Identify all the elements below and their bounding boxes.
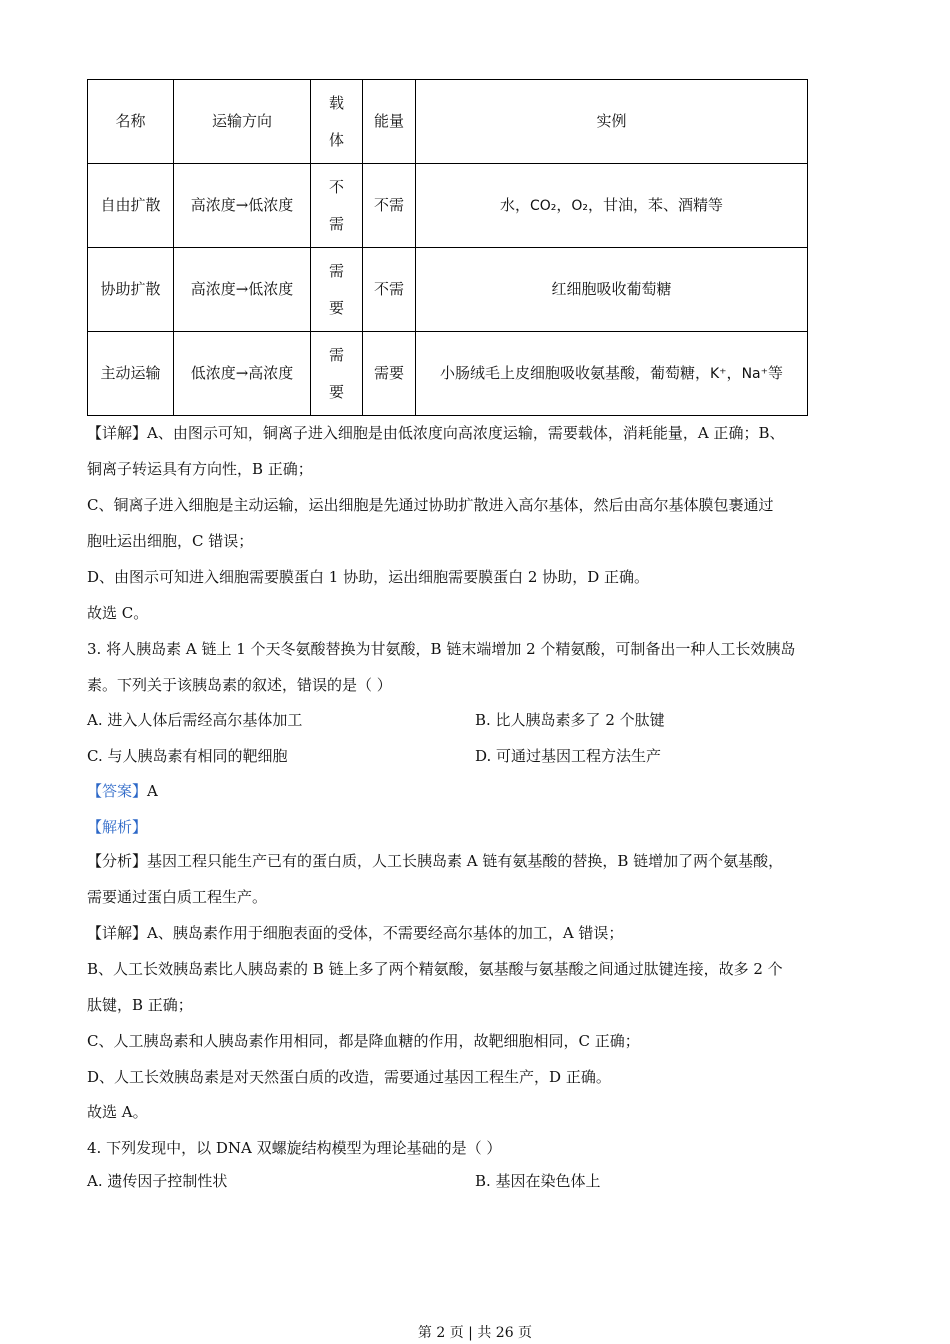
text-line: 【详解】A、胰岛素作用于细胞表面的受体，不需要经高尔基体的加工，A 错误； xyxy=(87,924,624,942)
cell-carrier: 不需 xyxy=(311,164,363,248)
text-line: 【详解】A、由图示可知，铜离子进入细胞是由低浓度向高浓度运输，需要载体，消耗能量，A 正确；B、 xyxy=(87,424,785,442)
text-line: C、人工胰岛素和人胰岛素作用相同，都是降血糖的作用，故靶细胞相同，C 正确； xyxy=(87,1032,640,1050)
analysis-label: 【解析】 xyxy=(87,818,148,836)
header-carrier: 载体 xyxy=(311,80,363,164)
table-row xyxy=(88,164,808,248)
answer-line xyxy=(87,780,158,802)
q3-option-d: D. 可通过基因工程方法生产 xyxy=(475,747,662,765)
cell-name: 主动运输 xyxy=(88,332,174,416)
cell-energy: 不需 xyxy=(363,164,416,248)
cell-energy: 需要 xyxy=(363,332,416,416)
text-line: 胞吐运出细胞，C 错误； xyxy=(87,532,254,550)
text-line: 铜离子转运具有方向性，B 正确； xyxy=(87,460,313,478)
q3-option-c: C. 与人胰岛素有相同的靶细胞 xyxy=(87,747,288,765)
cell-example: 小肠绒毛上皮细胞吸收氨基酸，葡萄糖，K⁺，Na⁺等 xyxy=(416,332,808,416)
table-row xyxy=(88,248,808,332)
q3-option-a: A. 进入人体后需经高尔基体加工 xyxy=(87,711,303,729)
header-direction: 运输方向 xyxy=(174,80,311,164)
text-line: 【分析】基因工程只能生产已有的蛋白质，人工长胰岛素 A 链有氨基酸的替换，B 链增加了两个氨基酸， xyxy=(87,852,784,870)
q4-option-b: B. 基因在染色体上 xyxy=(475,1172,601,1190)
answer-label: 【答案】 xyxy=(87,782,148,800)
cell-carrier: 需要 xyxy=(311,248,363,332)
table-row xyxy=(88,332,808,416)
question-3-stem: 3. 将人胰岛素 A 链上 1 个天冬氨酸替换为甘氨酸，B 链末端增加 2 个精氨酸，可制备出一种人工长效胰岛 xyxy=(87,640,796,658)
cell-carrier: 需要 xyxy=(311,332,363,416)
text-line: 肽键，B 正确； xyxy=(87,996,193,1014)
q4-option-a: A. 遗传因子控制性状 xyxy=(87,1172,228,1190)
header-example: 实例 xyxy=(416,80,808,164)
table-header-row xyxy=(88,80,808,164)
cell-direction: 低浓度→高浓度 xyxy=(174,332,311,416)
text-line: 需要通过蛋白质工程生产。 xyxy=(87,888,268,906)
text-line: C、铜离子进入细胞是主动运输，运出细胞是先通过协助扩散进入高尔基体，然后由高尔基体膜包裹通过 xyxy=(87,496,774,514)
question-3-stem: 素。下列关于该胰岛素的叙述，错误的是（ ） xyxy=(87,676,392,694)
text-line: 故选 A。 xyxy=(87,1103,148,1121)
cell-example: 水，CO₂，O₂，甘油，苯、酒精等 xyxy=(416,164,808,248)
answer-value: A xyxy=(147,782,158,800)
text-line: D、由图示可知进入细胞需要膜蛋白 1 协助，运出细胞需要膜蛋白 2 协助，D 正确。 xyxy=(87,568,649,586)
page-footer: 第 2 页 | 共 26 页 xyxy=(417,1325,533,1341)
header-energy: 能量 xyxy=(363,80,416,164)
text-line: D、人工长效胰岛素是对天然蛋白质的改造，需要通过基因工程生产，D 正确。 xyxy=(87,1068,611,1086)
cell-direction: 高浓度→低浓度 xyxy=(174,248,311,332)
cell-name: 协助扩散 xyxy=(88,248,174,332)
question-4-stem: 4. 下列发现中，以 DNA 双螺旋结构模型为理论基础的是（ ） xyxy=(87,1139,502,1157)
text-line: 故选 C。 xyxy=(87,604,149,622)
header-name: 名称 xyxy=(88,80,174,164)
cell-energy: 不需 xyxy=(363,248,416,332)
cell-name: 自由扩散 xyxy=(88,164,174,248)
q3-option-b: B. 比人胰岛素多了 2 个肽键 xyxy=(475,711,665,729)
text-line: B、人工长效胰岛素比人胰岛素的 B 链上多了两个精氨酸，氨基酸与氨基酸之间通过肽键连接，故多 2 个 xyxy=(87,960,783,978)
transport-table xyxy=(87,79,808,416)
cell-direction: 高浓度→低浓度 xyxy=(174,164,311,248)
cell-example: 红细胞吸收葡萄糖 xyxy=(416,248,808,332)
